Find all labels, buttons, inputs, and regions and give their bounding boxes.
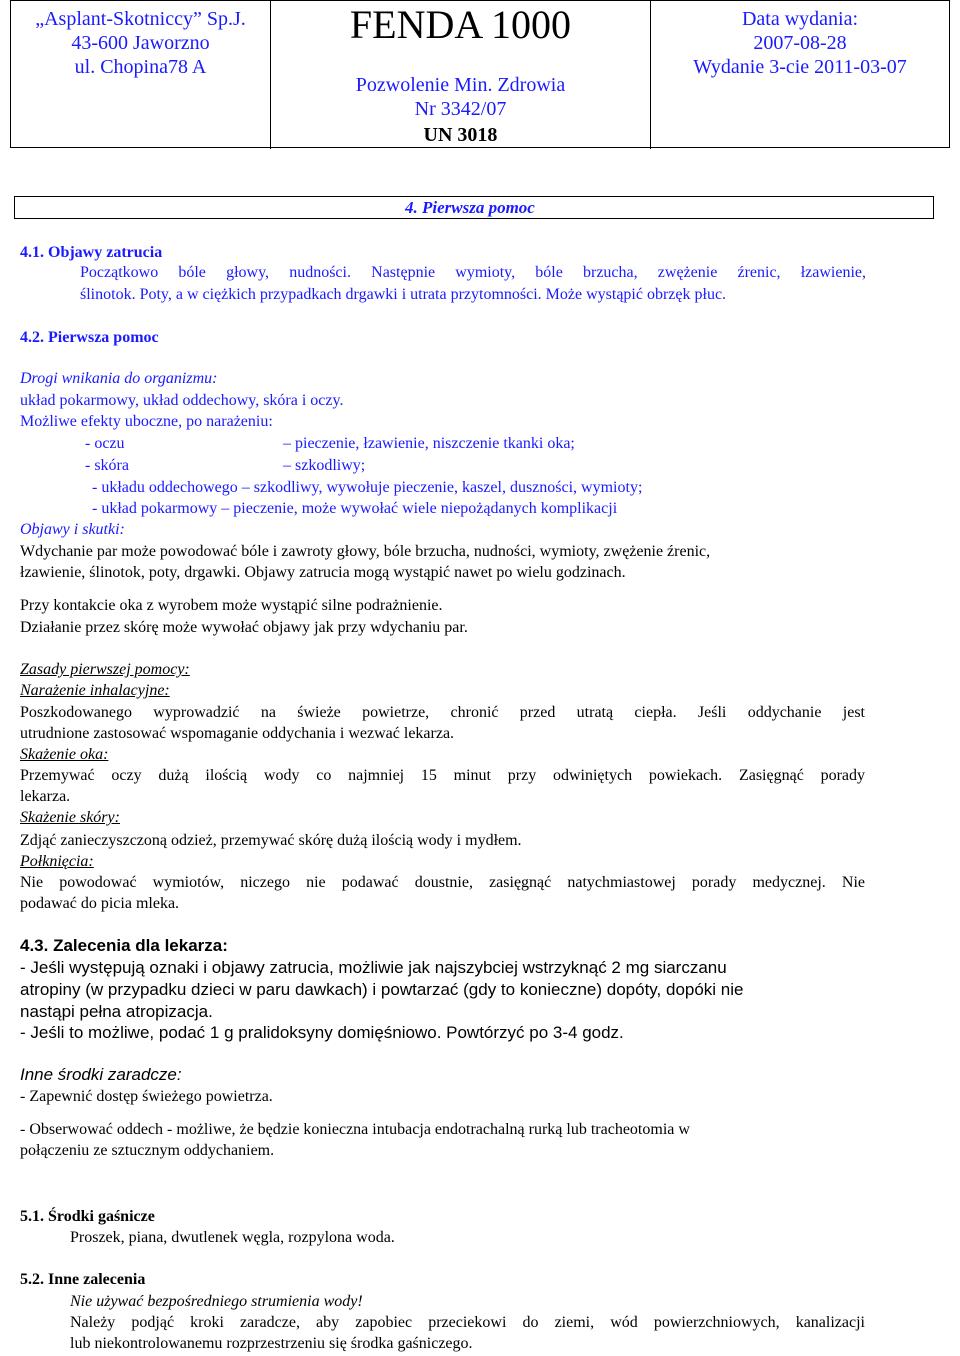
eye-contamination-line: Przemywać oczy dużą ilością wody co najmniej 15 minut przy odwiniętych powiekach. Zasięgnąć porady	[20, 767, 865, 784]
eye-contamination-label: Skażenie oka:	[20, 746, 109, 763]
edition: Wydanie 3-cie 2011-03-07	[693, 56, 907, 78]
permit-line: Pozwolenie Min. Zdrowia	[355, 74, 566, 96]
inhalation-label: Narażenie inhalacyjne:	[20, 682, 170, 699]
heading-4-2: 4.2. Pierwsza pomoc	[20, 329, 159, 346]
company-city: 43-600 Jaworzno	[71, 32, 210, 54]
other-measures-line: połączeniu ze sztucznym oddychaniem.	[20, 1142, 275, 1159]
effect-skin-value: – szkodliwy;	[283, 457, 366, 474]
heading-5-1: 5.1. Środki gaśnicze	[20, 1208, 155, 1225]
company-street: ul. Chopina78 A	[74, 56, 207, 78]
heading-5-2: 5.2. Inne zalecenia	[20, 1271, 146, 1288]
physician-advice-line: atropiny (w przypadku dzieci w paru dawkach) i powtarzać (gdy to konieczne) dopóty, dopóki nie	[20, 980, 744, 999]
symptoms-line: Początkowo bóle głowy, nudności. Następnie wymioty, bóle brzucha, zwężenie źrenic, łzawienie,	[80, 264, 866, 281]
section-title: 4. Pierwsza pomoc	[405, 198, 535, 217]
symptoms-effects-label: Objawy i skutki:	[20, 521, 125, 538]
company-cell	[11, 1, 271, 149]
other-recommendation-line: lub niekontrolowanemu rozprzestrzeniu się środka gaśniczego.	[70, 1335, 473, 1352]
other-measures-line: - Zapewnić dostęp świeżego powietrza.	[20, 1088, 273, 1105]
un-number: UN 3018	[423, 124, 498, 146]
company-name: „Asplant-Skotniccy” Sp.J.	[35, 8, 246, 30]
physician-advice-line: - Jeśli to możliwe, podać 1 g pralidoksyny domięśniowo. Powtórzyć po 3-4 godz.	[20, 1023, 624, 1042]
other-recommendation-line: Należy podjąć kroki zaradcze, aby zapobiec przeciekowi do ziemi, wód powierzchniowych, kanalizacji	[70, 1314, 865, 1331]
symptoms-line: ślinotok. Poty, a w ciężkich przypadkach drgawki i utrata przytomności. Może wystąpić obrzęk płuc.	[80, 286, 727, 303]
effect-eyes-value: – pieczenie, łzawienie, niszczenie tkanki oka;	[283, 435, 575, 452]
effects-label: Możliwe efekty uboczne, po narażeniu:	[20, 413, 273, 430]
skin-action-note: Działanie przez skórę może wywołać objawy jak przy wdychaniu par.	[20, 619, 468, 636]
swallowing-label: Połknięcia:	[20, 853, 94, 870]
section-title-bar	[14, 196, 934, 219]
routes-label: Drogi wnikania do organizmu:	[20, 370, 218, 387]
document-header	[10, 0, 950, 148]
permit-number: Nr 3342/07	[414, 98, 507, 120]
symptoms-effects-line: Wdychanie par może powodować bóle i zawroty głowy, bóle brzucha, nudności, wymioty, zwężenie źrenic,	[20, 543, 711, 560]
heading-4-3: 4.3. Zalecenia dla lekarza:	[20, 936, 228, 955]
extinguishing-media: Proszek, piana, dwutlenek węgla, rozpylona woda.	[70, 1229, 395, 1246]
skin-contamination-label: Skażenie skóry:	[20, 809, 120, 826]
effect-respiratory: - układu oddechowego – szkodliwy, wywołuje pieczenie, kaszel, duszności, wymioty;	[92, 479, 643, 496]
water-jet-warning: Nie używać bezpośredniego strumienia wody!	[70, 1293, 363, 1310]
other-measures-label: Inne środki zaradcze:	[20, 1065, 182, 1084]
product-name: FENDA 1000	[349, 2, 572, 47]
effect-digestive: - układ pokarmowy – pieczenie, może wywołać wiele niepożądanych komplikacji	[92, 500, 618, 517]
inhalation-line: Poszkodowanego wyprowadzić na świeże powietrze, chronić przed utratą ciepła. Jeśli oddychanie jest	[20, 704, 865, 721]
swallowing-line: Nie powodować wymiotów, niczego nie podawać doustnie, zasięgnąć natychmiastowej porady medycznej. Nie	[20, 874, 865, 891]
issue-date: 2007-08-28	[753, 32, 847, 54]
physician-advice-line: - Jeśli występują oznaki i objawy zatrucia, możliwie jak najszybciej wstrzyknąć 2 mg siarczanu	[20, 958, 727, 977]
eye-contact-note: Przy kontakcie oka z wyrobem może wystąpić silne podrażnienie.	[20, 597, 443, 614]
other-measures-line: - Obserwować oddech - możliwe, że będzie konieczna intubacja endotrachalną rurką lub tracheotomia w	[20, 1121, 690, 1138]
skin-contamination-line: Zdjąć zanieczyszczoną odzież, przemywać skórę dużą ilością wody i mydłem.	[20, 832, 522, 849]
symptoms-effects-line: łzawienie, ślinotok, poty, drgawki. Objawy zatrucia mogą wystąpić nawet po wielu godzinach.	[20, 564, 626, 581]
heading-4-1: 4.1. Objawy zatrucia	[20, 244, 163, 261]
routes-value: układ pokarmowy, układ oddechowy, skóra i oczy.	[20, 392, 344, 409]
swallowing-line: podawać do picia mleka.	[20, 895, 180, 912]
eye-contamination-line: lekarza.	[20, 788, 71, 805]
physician-advice-line: nastąpi pełna atropizacja.	[20, 1002, 213, 1021]
issue-cell	[651, 1, 949, 149]
first-aid-principles-label: Zasady pierwszej pomocy:	[20, 661, 190, 678]
effect-skin-label: - skóra	[85, 457, 129, 474]
effect-eyes-label: - oczu	[85, 435, 125, 452]
inhalation-line: utrudnione zastosować wspomaganie oddychania i wezwać lekarza.	[20, 725, 455, 742]
product-cell	[271, 1, 651, 149]
issue-label: Data wydania:	[741, 8, 859, 30]
